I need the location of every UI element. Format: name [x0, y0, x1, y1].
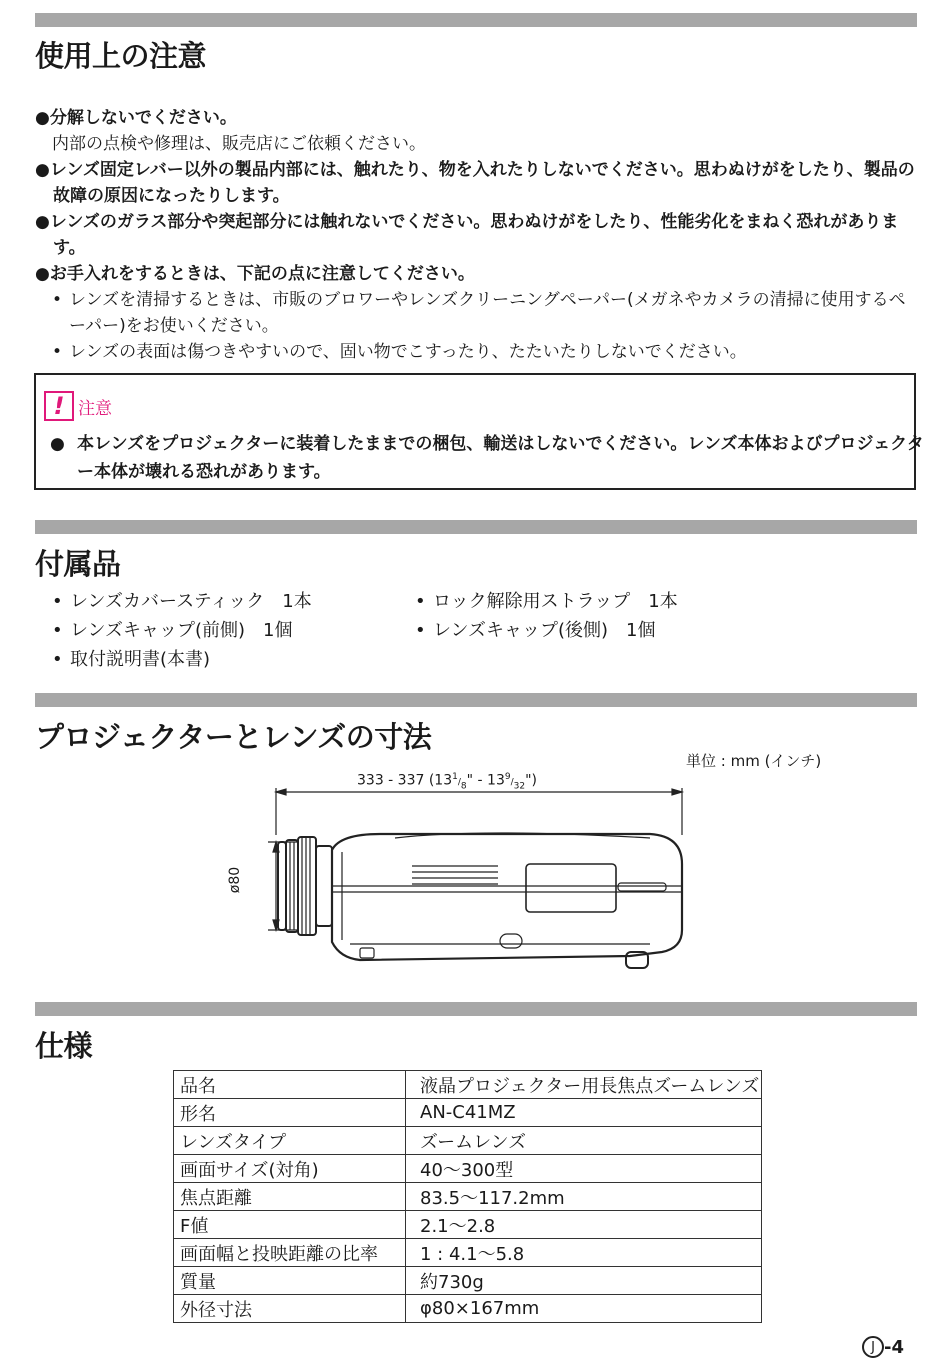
- language-circle-icon: J: [862, 1336, 884, 1358]
- spec-label: 品名: [174, 1071, 406, 1099]
- spec-label: 画面サイズ(対角): [174, 1155, 406, 1183]
- section-divider: [35, 520, 917, 534]
- diameter-dimension-label: ø80: [227, 866, 244, 894]
- accessory-item: • レンズキャップ(前側) 1個: [52, 620, 293, 641]
- table-row: [174, 1239, 762, 1267]
- section-divider: [35, 13, 917, 27]
- spec-value: 83.5～117.2mm: [406, 1183, 762, 1211]
- section-title-dimensions: プロジェクターとレンズの寸法: [35, 720, 432, 754]
- spec-value: 約730g: [406, 1267, 762, 1295]
- bullet-icon: •: [415, 591, 426, 612]
- unit-label: 単位 : mm (インチ): [686, 752, 822, 770]
- spec-label: レンズタイプ: [174, 1127, 406, 1155]
- section-title-specifications: 仕様: [35, 1029, 93, 1063]
- precaution-bullet: • レンズの表面は傷つきやすいので、固い物でこすったり、たたいたりしないでください。: [35, 339, 920, 365]
- precaution-detail: 内部の点検や修理は、販売店にご依頼ください。: [52, 134, 426, 154]
- spec-label: 画面幅と投映距離の比率: [174, 1239, 406, 1267]
- table-row: [174, 1071, 762, 1099]
- spec-value: 40～300型: [406, 1155, 762, 1183]
- precaution-bullet: • レンズを清掃するときは、市販のブロワーやレンズクリーニングペーパー(メガネやカメラの清掃に使用するペーパー)をお使いください。: [35, 287, 920, 339]
- table-row: [174, 1127, 762, 1155]
- section-title-accessories: 付属品: [35, 547, 121, 581]
- table-row: [174, 1155, 762, 1183]
- spec-label: F値: [174, 1211, 406, 1239]
- spec-value: 液晶プロジェクター用長焦点ズームレンズ: [406, 1071, 762, 1099]
- bullet-icon: •: [52, 342, 63, 362]
- bullet-icon: •: [52, 290, 63, 310]
- bullet-icon: ●: [50, 434, 65, 454]
- spec-value: 1 : 4.1～5.8: [406, 1239, 762, 1267]
- length-dimension-label: 333 - 337 ($13^1/_8$" - $13^9/_{32}$"): [357, 772, 537, 792]
- spec-value: φ80×167mm: [406, 1295, 762, 1323]
- projector-dimension-drawing: [230, 780, 700, 980]
- table-row: [174, 1295, 762, 1323]
- table-row: [174, 1183, 762, 1211]
- spec-value: AN-C41MZ: [406, 1099, 762, 1127]
- spec-label: 質量: [174, 1267, 406, 1295]
- bullet-icon: •: [52, 591, 63, 612]
- accessory-item: • レンズキャップ(後側) 1個: [415, 620, 656, 641]
- page-number: J - 4: [862, 1336, 904, 1358]
- bullet-icon: •: [52, 649, 63, 670]
- table-row: [174, 1267, 762, 1295]
- section-title-precautions: 使用上の注意: [35, 39, 207, 73]
- accessory-item: • レンズカバースティック 1本: [52, 591, 312, 612]
- spec-label: 外径寸法: [174, 1295, 406, 1323]
- caution-title: 注意: [78, 398, 112, 419]
- spec-label: 焦点距離: [174, 1183, 406, 1211]
- caution-text: ● 本レンズをプロジェクターに装着したままでの梱包、輸送はしないでください。レンズ本体およびプロジェクター本体が壊れる恐れがあります。: [50, 430, 937, 486]
- caution-header: [44, 389, 112, 423]
- precaution-item: ●お手入れをするときは、下記の点に注意してください。: [35, 264, 475, 284]
- precaution-item: ●レンズのガラス部分や突起部分には触れないでください。思わぬけがをしたり、性能劣化をまねく恐れがあります。: [35, 212, 899, 258]
- accessory-item: • ロック解除用ストラップ 1本: [415, 591, 678, 612]
- spec-value: ズームレンズ: [406, 1127, 762, 1155]
- section-divider: [35, 693, 917, 707]
- precautions-list: [35, 105, 920, 365]
- caution-box: [34, 373, 924, 490]
- spec-value: 2.1～2.8: [406, 1211, 762, 1239]
- warning-exclamation-icon: !: [44, 391, 74, 421]
- section-divider: [35, 1002, 917, 1016]
- bullet-icon: •: [415, 620, 426, 641]
- spec-label: 形名: [174, 1099, 406, 1127]
- table-row: [174, 1211, 762, 1239]
- precaution-item: ●分解しないでください。: [35, 108, 237, 128]
- table-row: [174, 1099, 762, 1127]
- precaution-item: ●レンズ固定レバー以外の製品内部には、触れたり、物を入れたりしないでください。思わぬけがをしたり、製品の故障の原因になったりします。: [35, 160, 915, 206]
- bullet-icon: •: [52, 620, 63, 641]
- accessory-item: • 取付説明書(本書): [52, 649, 211, 670]
- specifications-table: [173, 1070, 762, 1323]
